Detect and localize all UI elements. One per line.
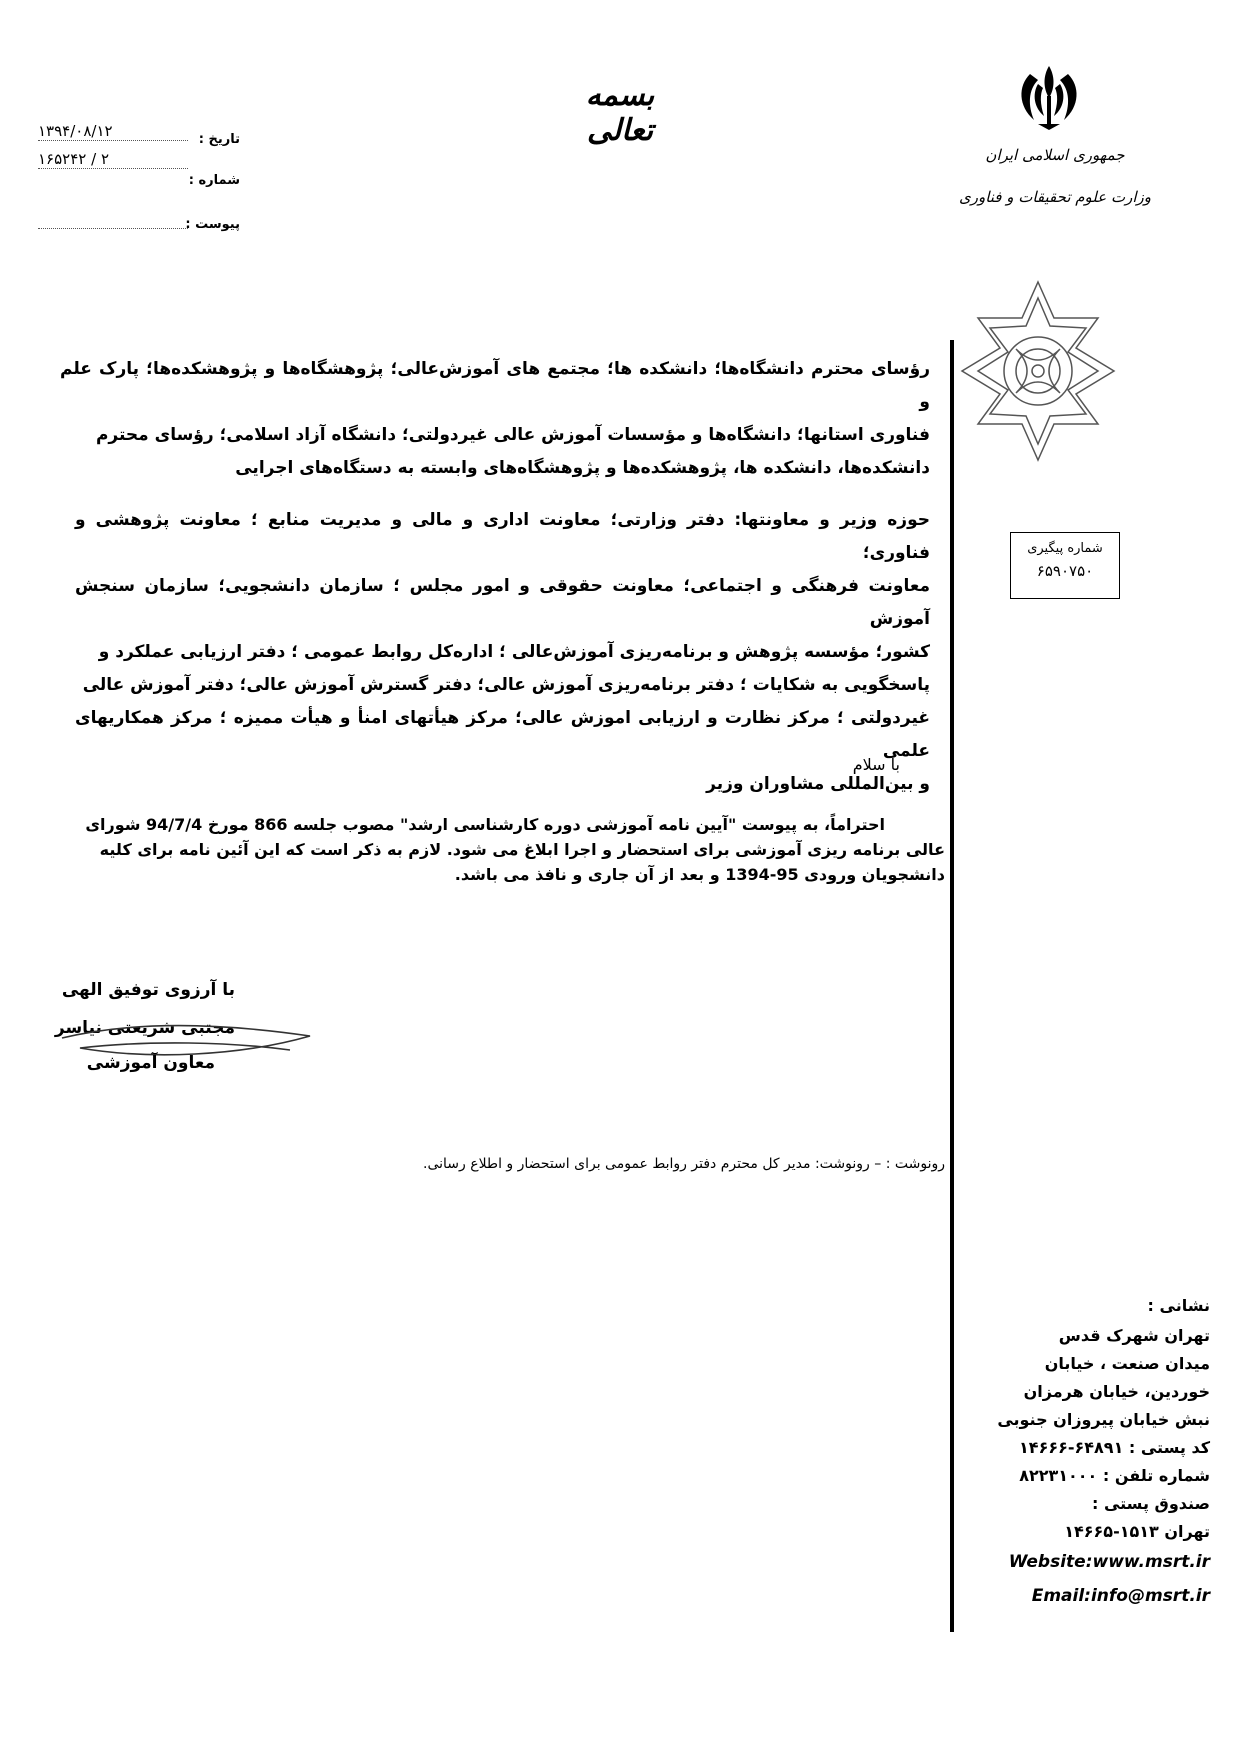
signer-name: مجتبی شریعتی نیاسر bbox=[54, 1018, 235, 1038]
recipients-line: غیردولتی ؛ مرکز نظارت و ارزیابی اموزش عالی؛ مرکز هیأتهای امنأ و هیأت ممیزه ؛ مرکز همکاریهای علمی bbox=[75, 708, 930, 761]
number-label: شماره : bbox=[188, 173, 240, 188]
po-box-value: تهران ۱۵۱۳-۱۴۶۶۵ bbox=[1064, 1522, 1210, 1541]
date-label: تاریخ : bbox=[198, 132, 240, 147]
recipients-line: حوزه وزیر و معاونتها: دفتر وزارتی؛ معاونت اداری و مالی و مدیریت منابع ؛ معاونت پژوهشی و فناوری؛ bbox=[75, 510, 930, 563]
tracking-number: ۶۵۹۰۷۵۰ bbox=[1036, 562, 1094, 580]
recipients-line: پاسخگویی به شکایات ؛ دفتر برنامه‌ریزی آموزش عالی؛ دفتر گسترش آموزش عالی؛ دفتر آموزش عالی bbox=[82, 675, 930, 695]
republic-title: جمهوری اسلامی ایران bbox=[985, 146, 1125, 164]
vertical-divider bbox=[950, 340, 954, 1632]
attachment-label: پیوست : bbox=[185, 217, 240, 232]
body-line: عالی برنامه ریزی آموزشی برای استحضار و اجرا ابلاغ می شود. لازم به ذکر است که این آئین نامه برای کلیه bbox=[99, 840, 945, 859]
body-line: احتراماً، به پیوست "آیین نامه آموزشی دوره کارشناسی ارشد" مصوب جلسه 866 مورخ 94/7/4 شورای bbox=[85, 815, 885, 834]
date-value: ۱۳۹۴/۰۸/۱۲ bbox=[38, 122, 188, 141]
email-link[interactable]: Email:info@msrt.ir bbox=[1031, 1586, 1210, 1606]
recipients-line: و بین‌المللی مشاوران وزیر bbox=[706, 774, 930, 794]
address-line: نشانی : bbox=[1147, 1296, 1210, 1315]
ornament-icon bbox=[958, 278, 1118, 464]
recipients-line: رؤسای محترم دانشگاه‌ها؛ دانشکده ها؛ مجتمع های آموزش‌عالی؛ پژوهشگاه‌ها و پژوهشکده‌ها؛ پارک علم و bbox=[60, 359, 930, 412]
website-link[interactable]: Website:www.msrt.ir bbox=[1008, 1552, 1210, 1572]
recipients-line: کشور؛ مؤسسه پژوهش و برنامه‌ریزی آموزش‌عالی ؛ اداره‌کل روابط عمومی ؛ دفتر ارزیابی عملکرد و bbox=[98, 642, 930, 662]
tracking-box bbox=[1010, 532, 1120, 599]
salutation: با سلام bbox=[852, 755, 900, 774]
address-line: نبش خیابان پیروزان جنوبی bbox=[997, 1410, 1210, 1429]
recipients-group-1 bbox=[60, 353, 930, 485]
basmala-heading: بسمه تعالی bbox=[585, 78, 655, 148]
postal-code: کد پستی : ۶۴۸۹۱-۱۴۶۶۶ bbox=[1019, 1438, 1210, 1457]
po-box-label: صندوق پستی : bbox=[1091, 1494, 1210, 1513]
carbon-copy: رونوشت : – رونوشت: مدیر کل محترم دفتر روابط عمومی برای استحضار و اطلاع رسانی. bbox=[423, 1156, 945, 1172]
recipients-line: دانشکده‌ها، دانشکده ها، پژوهشکده‌ها و پژوهشگاه‌های وابسته به دستگاه‌های اجرایی bbox=[235, 458, 930, 478]
ministry-title: وزارت علوم تحقیقات و فناوری bbox=[958, 188, 1152, 206]
number-value: ۲ / ۱۶۵۲۴۲ bbox=[38, 150, 188, 169]
iran-emblem-icon bbox=[1010, 62, 1088, 132]
address-line: تهران شهرک قدس bbox=[1058, 1326, 1210, 1345]
tracking-label: شماره پیگیری bbox=[1027, 541, 1103, 556]
closing-text: با آرزوی توفیق الهی bbox=[61, 980, 235, 1000]
recipients-line: فناوری استانها؛ دانشگاه‌ها و مؤسسات آموزش عالی غیردولتی؛ دانشگاه آزاد اسلامی؛ رؤسای محترم bbox=[95, 425, 930, 445]
attachment-line bbox=[38, 210, 188, 229]
address-line: خوردین، خیابان هرمزان bbox=[1023, 1382, 1210, 1401]
recipients-line: معاونت فرهنگی و اجتماعی؛ معاونت حقوقی و امور مجلس ؛ سازمان دانشجویی؛ سازمان سنجش آموزش bbox=[75, 576, 930, 629]
body-line: دانشجویان ورودی 95-1394 و بعد از آن جاری و نافذ می باشد. bbox=[454, 865, 945, 884]
signer-title: معاون آموزشی bbox=[86, 1053, 215, 1073]
phone-number: شماره تلفن : ۸۲۲۳۱۰۰۰ bbox=[1019, 1466, 1210, 1485]
address-line: میدان صنعت ، خیابان bbox=[1044, 1354, 1210, 1373]
letter-body bbox=[50, 812, 945, 887]
